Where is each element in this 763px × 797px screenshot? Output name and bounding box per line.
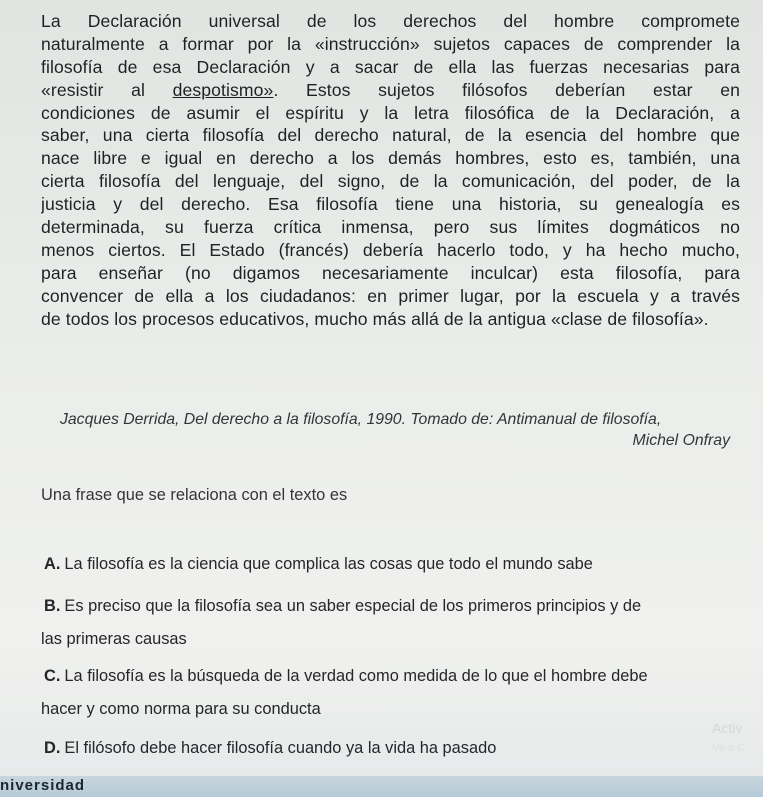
- option-text: Es preciso que la filosofía sea un saber especial de los primeros principios y de: [64, 597, 642, 615]
- passage-line: para enseñar (no digamos necesariamente inculcar) esta filosofía, para: [41, 262, 740, 283]
- option-text-continued: hacer y como norma para su conducta: [41, 700, 321, 718]
- option-letter: D.: [44, 739, 61, 757]
- passage-line: de todos los procesos educativos, mucho más allá de la antigua «clase de filosofía».: [41, 308, 709, 329]
- option-text: El filósofo debe hacer filosofía cuando ya la vida ha pasado: [64, 739, 497, 757]
- passage-line: saber, una cierta filosofía del derecho natural, de la esencia del hombre que: [41, 125, 740, 146]
- passage-line: filosofía de esa Declaración y a sacar de ella las fuerzas necesarias para: [41, 56, 740, 77]
- footer-label: niversidad: [0, 777, 86, 794]
- option-d[interactable]: [44, 732, 496, 765]
- passage-line: condiciones de asumir el espíritu y la letra filosófica de la Declaración, a: [41, 102, 740, 123]
- option-letter: C.: [44, 667, 61, 685]
- passage-line: convencer de ella a los ciudadanos: en primer lugar, por la escuela y a través: [41, 285, 740, 306]
- question-prompt: Una frase que se relaciona con el texto es: [41, 486, 348, 504]
- passage-line: La Declaración universal de los derechos del hombre compromete: [41, 11, 740, 31]
- windows-activation-watermark-sub: Ve a C: [712, 742, 746, 754]
- footer-bar: [0, 776, 763, 797]
- passage-fragment: «resistir al: [41, 79, 145, 100]
- passage-line: naturalmente a formar por la «instrucción» sujetos capaces de comprender la: [41, 33, 740, 54]
- underlined-word: despotismo»: [172, 79, 274, 100]
- passage-line: determinada, su fuerza crítica inmensa, pero sus límites dogmáticos no: [41, 217, 740, 238]
- citation-author: Michel Onfray: [632, 432, 730, 449]
- windows-activation-watermark: Activ: [712, 720, 743, 736]
- source-citation: [60, 409, 730, 451]
- passage-fragment: . Estos sujetos filósofos deberían estar en: [273, 79, 740, 100]
- passage-text: [41, 10, 740, 330]
- passage-line: nace libre e igual en derecho a los demás hombres, esto es, también, una: [41, 148, 740, 169]
- citation-line: Jacques Derrida, Del derecho a la filosofía, 1990. Tomado de: Antimanual de filosofía,: [60, 411, 662, 428]
- option-text: La filosofía es la búsqueda de la verdad como medida de lo que el hombre debe: [64, 667, 648, 685]
- passage-line: cierta filosofía del lenguaje, del signo, de la comunicación, del poder, de la: [41, 171, 740, 192]
- option-letter: A.: [44, 555, 61, 573]
- option-text: La filosofía es la ciencia que complica las cosas que todo el mundo sabe: [64, 555, 593, 573]
- option-c[interactable]: [41, 660, 648, 726]
- option-b[interactable]: [41, 590, 642, 656]
- passage-line: menos ciertos. El Estado (francés) debería hacerlo todo, y ha hecho mucho,: [41, 239, 740, 260]
- passage-line: justicia y del derecho. Esa filosofía tiene una historia, su genealogía es: [41, 194, 740, 215]
- option-a[interactable]: [44, 548, 593, 581]
- option-letter: B.: [44, 597, 61, 615]
- passage-line: [41, 79, 740, 102]
- option-text-continued: las primeras causas: [41, 630, 187, 648]
